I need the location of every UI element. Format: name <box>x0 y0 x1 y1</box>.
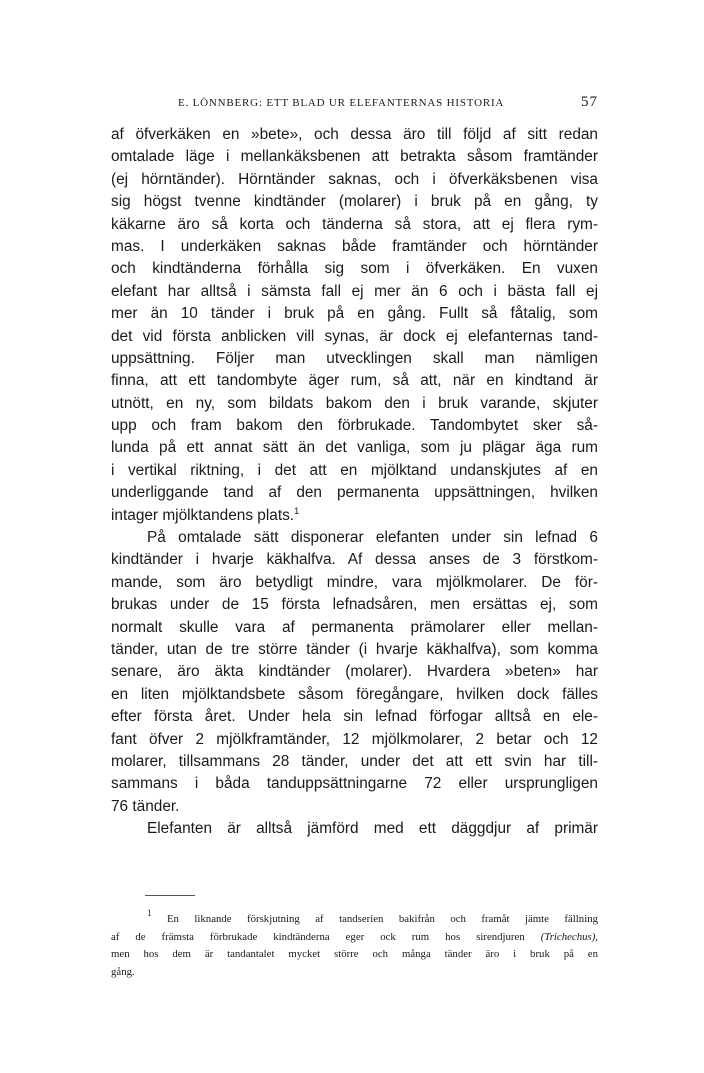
text-line: senare, äro äkta kindtänder (molarer). Hvardera »beten» har <box>111 663 598 681</box>
text-line: upp och fram bakom den förbrukade. Tandombytet sker så- <box>111 417 598 435</box>
text-line: brukas under de 15 första lefnadsåren, men ersättas ej, som <box>111 596 598 614</box>
text-line: På omtalade sätt disponerar elefanten under sin lefnad 6 <box>147 529 598 547</box>
text-line: fant öfver 2 mjölkframtänder, 12 mjölkmolarer, 2 betar och 12 <box>111 730 598 748</box>
text-line: det vid första anblicken vill synas, är dock ej elefanternas tand- <box>111 327 598 345</box>
page-header <box>178 94 598 114</box>
text-line: mande, som äro betydligt mindre, vara mjölkmolarer. De för- <box>111 573 598 591</box>
text-line: normalt skulle vara af permanenta prämolarer eller mellan- <box>111 618 598 636</box>
footnote-line: men hos dem är tandantalet mycket större och många tänder äro i bruk på en <box>111 948 598 960</box>
text-line: omtalade läge i mellankäksbenen att betrakta såsom framtänder <box>111 148 598 166</box>
text-line: mer än 10 tänder i bruk på en gång. Fullt så fåtalig, som <box>111 305 598 323</box>
text-line: finna, att ett tandombyte äger rum, så att, när en kindtand är <box>111 372 598 390</box>
footnote <box>111 908 598 981</box>
footnote-line <box>111 929 598 947</box>
text-line: tänder, utan de tre större tänder (i hvarje käkhalfva), som komma <box>111 640 598 658</box>
footnote-text: En liknande förskjutning af tandserien bakifrån och framåt jämte fällning <box>166 913 598 925</box>
footnote-marker: 1 <box>147 908 152 918</box>
text-line: 76 tänder. <box>111 797 180 815</box>
footnote-line <box>111 908 598 929</box>
text-line: underliggande tand af den permanenta uppsättningen, hvilken <box>111 484 598 502</box>
text-line: sammans i båda tanduppsättningarne 72 eller ursprungligen <box>111 775 598 793</box>
body-text <box>111 124 598 841</box>
text-line: sig högst tvenne kindtänder (molarer) i bruk på en gång, ty <box>111 193 598 211</box>
text-line: Elefanten är alltså jämförd med ett däggdjur af primär <box>147 820 598 838</box>
footnote-divider <box>145 895 195 896</box>
footnote-italic: (Trichechus), <box>540 930 598 943</box>
text-line: molarer, tillsammans 28 tänder, under det att ett svin har till- <box>111 752 598 770</box>
text-line: i vertikal riktning, i det att en mjölktand undanskjutes af en <box>111 461 598 479</box>
text-line: utnött, en ny, som bildats bakom den i bruk varande, skjuter <box>111 394 598 412</box>
text-line: och kindtänderna förhålla sig som i öfverkäken. En vuxen <box>111 260 598 278</box>
page-number: 57 <box>581 94 598 110</box>
footnote-text: af de främsta förbrukade kindtänderna eger ock rum hos sirendjuren <box>111 930 541 943</box>
text-line: lunda på ett annat sätt än det vanliga, som ju plägar äga rum <box>111 439 598 457</box>
text-line <box>111 505 598 527</box>
text-line: uppsättning. Följer man utvecklingen skall man nämligen <box>111 349 598 367</box>
text-line-content: intager mjölktandens plats. <box>111 506 295 524</box>
text-line: kindtänder i hvarje käkhalfva. Af dessa anses de 3 förstkom- <box>111 551 598 569</box>
text-line: efter första året. Under hela sin lefnad förfogar alltså en ele- <box>111 708 598 726</box>
text-line: (ej hörntänder). Hörntänder saknas, och i öfverkäksbenen visa <box>111 170 598 188</box>
text-line: mas. I underkäken saknas både framtänder och hörntänder <box>111 237 598 255</box>
running-title: E. LÖNNBERG: ETT BLAD UR ELEFANTERNAS HISTORIA <box>178 97 505 109</box>
footnote-line: gång. <box>111 965 135 978</box>
text-line: af öfverkäken en »bete», och dessa äro till följd af sitt redan <box>111 126 598 143</box>
text-line: elefant har alltså i sämsta fall ej mer än 6 och i bästa fall ej <box>111 282 598 300</box>
footnote-reference: 1 <box>294 505 300 516</box>
text-line: käkarne äro så korta och tänderna så stora, att ej flera rym- <box>111 215 598 233</box>
text-line: en liten mjölktandsbete såsom föregångare, hvilken dock fälles <box>111 685 598 703</box>
